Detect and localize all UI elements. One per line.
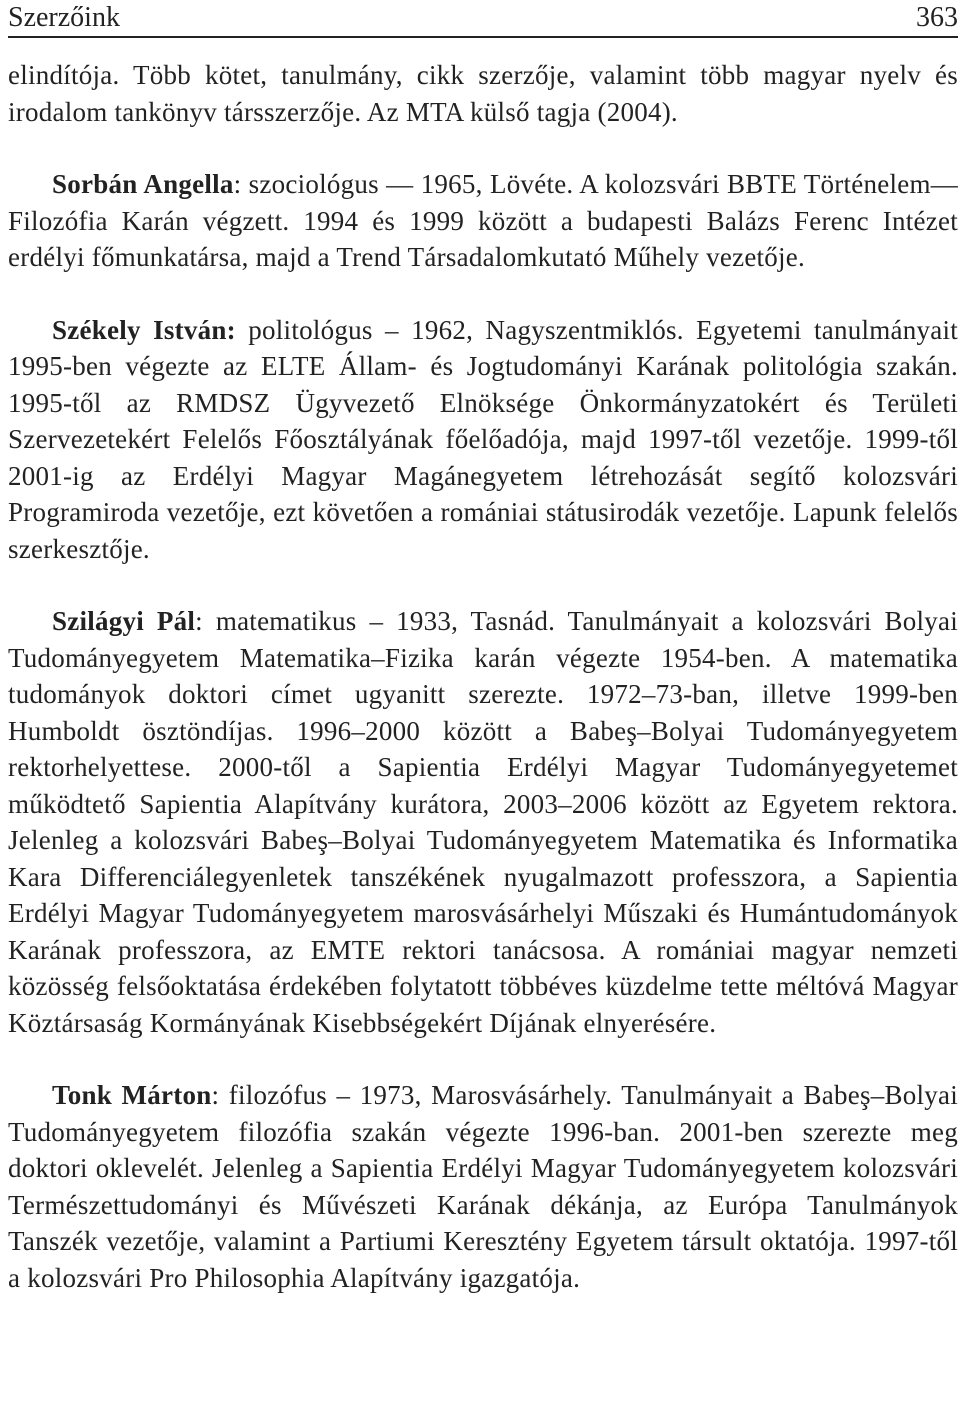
author-name: Szilágyi Pál xyxy=(52,606,196,636)
running-header xyxy=(8,0,958,38)
author-bio: matematikus – 1933, Tasnád. Tanulmányait a kolozsvári Bolyai Tudományegyetem Matematika–Fizika karán végezte 1954-ben. A matematika tudományok doktori címet ugyanitt szerezte. 1972–73-ban, illetve 1999-ben Humboldt ösztöndíjas. 1996–2000 között a Babeş–Bolyai Tudományegyetem rektorhelyettese. 2000-től a Sapientia Erdélyi Magyar Tudományegyetemet működtető Sapientia Alapítvány kurátora, 2003–2006 között az Egyetem rektora. Jelenleg a kolozsvári Babeş–Bolyai Tudományegyetem Matematika és Informatika Kara Differenciálegyenletek tanszékének nyugalmazott professzora, a Sapientia Erdélyi Magyar Tudományegyetem marosvásárhelyi Műszaki és Humántudományok Karának professzora, az EMTE rektori tanácsosa. A romániai magyar nemzeti közösség felsőoktatása érdekében folytatott többéves küzdelme tette méltóvá Magyar Köztársaság Kormányának Kisebbségekért Díjának elnyerésére. xyxy=(8,606,958,1038)
author-name: Székely István: xyxy=(52,314,236,345)
author-entry-tonk-marton xyxy=(8,1077,958,1296)
page-body xyxy=(8,57,958,1296)
author-name: Tonk Márton xyxy=(52,1080,212,1110)
author-name-suffix: : xyxy=(195,606,203,636)
author-entry-szekely-istvan xyxy=(8,312,958,568)
author-name-suffix: : xyxy=(233,169,242,199)
author-name-suffix: : xyxy=(211,1080,220,1110)
book-page xyxy=(8,0,958,1296)
author-bio: szociológus — 1965, Lövéte. A kolozsvári BBTE Történelem—Filozófia Karán végzett. 1994 és 1999 között a budapesti Balázs Ferenc Intézet erdélyi főmunkatársa, majd a Trend Társadalomkutató Műhely vezetője. xyxy=(8,169,958,272)
page-number: 363 xyxy=(916,2,958,33)
author-bio: politológus – 1962, Nagyszentmiklós. Egyetemi tanulmányait 1995-ben végezte az ELTE Állam- és Jogtudományi Karának politológia szakán. 1995-től az RMDSZ Ügyvezető Elnöksége Önkormányzatokért és Területi Szervezetekért Felelős Főosztályának főelőadója, majd 1997-től vezetője. 1999-től 2001-ig az Erdélyi Magyar Magánegyetem létrehozását segítő kolozsvári Programiroda vezetője, ezt követően a romániai státusirodák vezetője. Lapunk felelős szerkesztője. xyxy=(8,314,958,564)
author-bio: filozófus – 1973, Marosvásárhely. Tanulmányait a Babeş–Bolyai Tudományegyetem filozófia szakán végezte 1996-ban. 2001-ben szerezte meg doktori oklevelét. Jelenleg a Sapientia Erdélyi Magyar Tudományegyetem kolozsvári Természettudományi és Művészeti Karának dékánja, az Európa Tanulmányok Tanszék vezetője, valamint a Partiumi Keresztény Egyetem társult oktatója. 1997-től a kolozsvári Pro Philosophia Alapítvány igazgatója. xyxy=(8,1080,958,1293)
continuation-paragraph: elindítója. Több kötet, tanulmány, cikk szerzője, valamint több magyar nyelv és irodalom tankönyv társszerzője. Az MTA külső tagja (2004). xyxy=(8,60,958,127)
author-entry-sorban-angella xyxy=(8,166,958,276)
author-entry-szilagyi-pal xyxy=(8,603,958,1041)
author-name: Sorbán Angella xyxy=(52,169,234,199)
section-title: Szerzőink xyxy=(8,2,120,33)
